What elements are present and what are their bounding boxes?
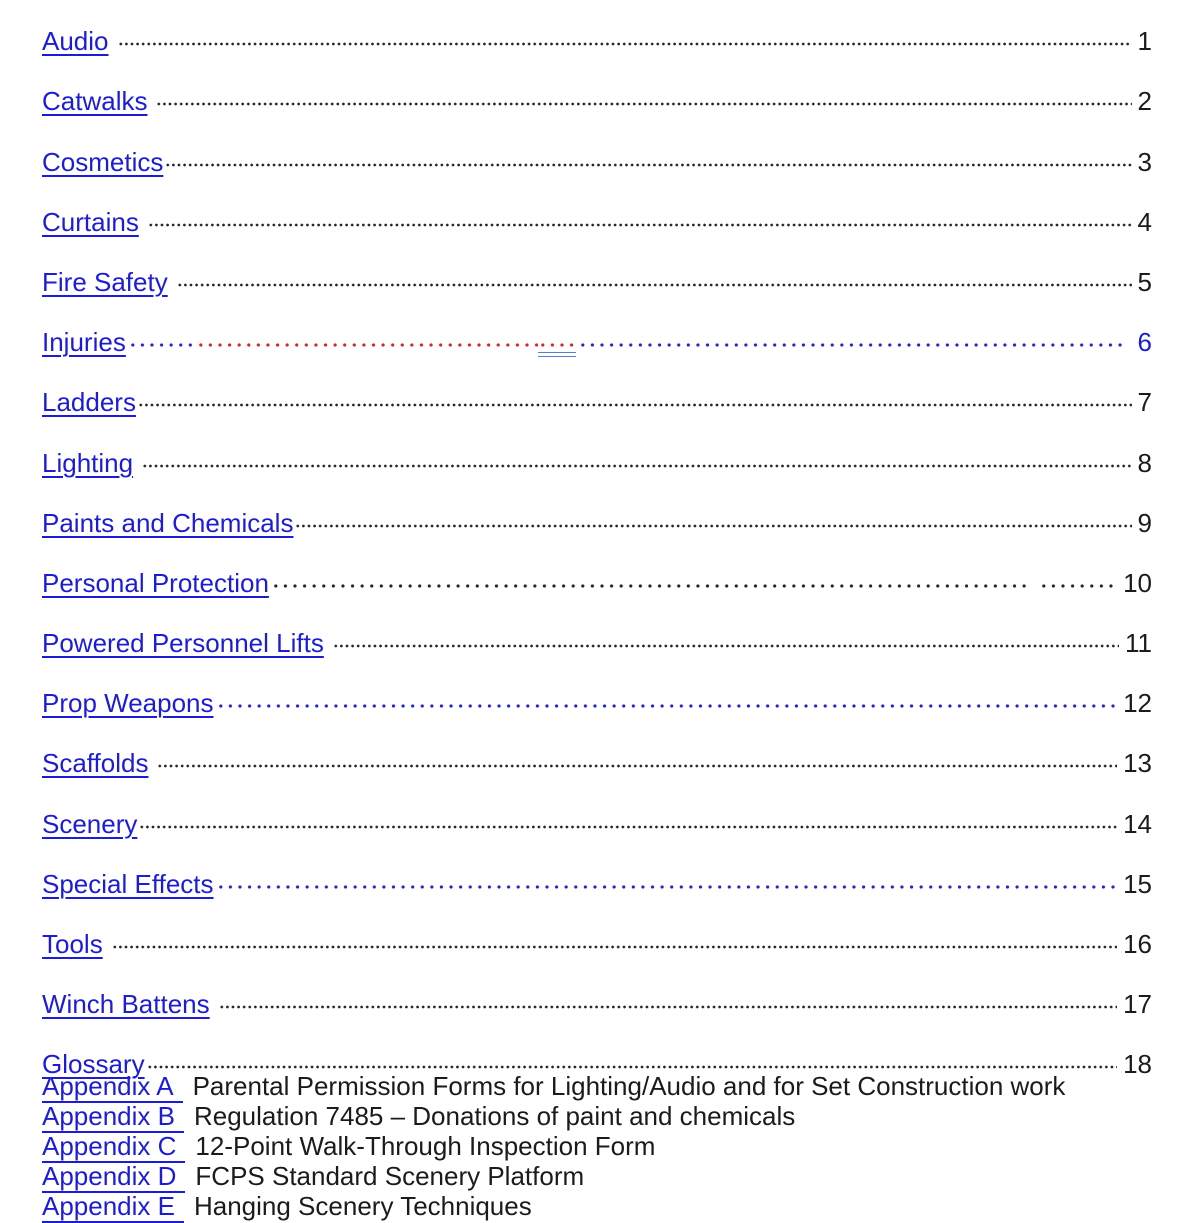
page-number: 14 — [1123, 808, 1152, 839]
page-number: 2 — [1137, 86, 1152, 117]
dot-leader — [148, 222, 1132, 228]
dot-leader — [157, 763, 1117, 769]
appendix-title: Regulation 7485 – Donations of paint and chemicals — [193, 1101, 796, 1132]
dot-leader — [147, 1064, 1118, 1070]
page-number: 4 — [1137, 206, 1152, 237]
dot-leader — [333, 643, 1119, 649]
toc-link-scaffolds[interactable]: Scaffolds — [42, 748, 149, 779]
toc-link-lighting[interactable]: Lighting — [42, 447, 134, 478]
toc-link-winch-battens[interactable]: Winch Battens — [42, 989, 210, 1020]
page-number: 3 — [1137, 146, 1152, 177]
toc-row — [42, 662, 1152, 722]
dot-leader — [1039, 583, 1117, 589]
page-number: 6 — [1137, 327, 1152, 358]
page-number: 10 — [1123, 567, 1152, 598]
dot-leader-multicolor — [128, 342, 1122, 348]
toc-row-injuries — [42, 301, 1152, 361]
toc-row — [42, 782, 1152, 842]
toc-link-prop-weapons[interactable]: Prop Weapons — [42, 688, 214, 719]
page-number: 5 — [1137, 266, 1152, 297]
page-number: 12 — [1123, 688, 1152, 719]
appendix-row — [42, 1101, 1152, 1131]
appendix-a-link[interactable]: Appendix A — [42, 1073, 183, 1103]
toc-link-paints-and-chemicals[interactable]: Paints and Chemicals — [42, 507, 294, 538]
page-number: 18 — [1123, 1049, 1152, 1080]
appendix-b-link[interactable]: Appendix B — [42, 1103, 184, 1133]
toc-link-personal-protection[interactable]: Personal Protection — [42, 567, 269, 598]
toc-row — [42, 722, 1152, 782]
toc-link-tools[interactable]: Tools — [42, 929, 103, 959]
toc-row — [42, 602, 1152, 662]
toc-row — [42, 361, 1152, 421]
toc-row — [42, 120, 1152, 180]
appendix-title: Parental Permission Forms for Lighting/Audio and for Set Construction work — [192, 1071, 1066, 1102]
dot-leader — [295, 523, 1131, 529]
toc-link-audio[interactable]: Audio — [42, 26, 109, 57]
toc-link-scenery[interactable]: Scenery — [42, 808, 138, 839]
page-number: 9 — [1137, 507, 1152, 538]
dot-leader — [177, 282, 1132, 288]
toc-row — [42, 903, 1152, 963]
toc-row — [42, 181, 1152, 241]
appendix-row-clipped — [42, 1191, 1152, 1221]
page-number: 16 — [1123, 929, 1152, 959]
toc-row — [42, 843, 1152, 903]
dot-leader-segment-blue — [578, 342, 1122, 348]
dot-leader — [138, 402, 1132, 408]
page-number: 8 — [1137, 447, 1152, 478]
dot-leader — [219, 1004, 1117, 1010]
toc-row — [42, 421, 1152, 481]
toc-link-catwalks[interactable]: Catwalks — [42, 86, 148, 117]
toc-row — [42, 60, 1152, 120]
toc-link-special-effects[interactable]: Special Effects — [42, 868, 214, 899]
toc-row-personal-protection — [42, 542, 1152, 602]
dot-leader — [216, 703, 1118, 709]
toc-row — [42, 482, 1152, 542]
page-number: 13 — [1123, 748, 1152, 779]
toc-link-ladders[interactable]: Ladders — [42, 387, 136, 418]
appendix-title: FCPS Standard Scenery Platform — [195, 1161, 585, 1192]
dot-leader — [165, 162, 1131, 168]
dot-leader — [156, 101, 1131, 107]
page-number: 1 — [1137, 26, 1152, 57]
dot-leader — [216, 884, 1118, 890]
revision-underline-segment — [538, 342, 578, 348]
toc-link-curtains[interactable]: Curtains — [42, 206, 139, 237]
appendix-row — [42, 1071, 1152, 1101]
appendix-row — [42, 1161, 1152, 1191]
dot-leader — [142, 463, 1131, 469]
toc-link-glossary[interactable]: Glossary — [42, 1049, 145, 1080]
dot-leader — [139, 824, 1117, 830]
dot-leader — [271, 583, 1027, 589]
dot-leader-segment-red — [196, 342, 538, 348]
appendix-d-link[interactable]: Appendix D — [42, 1163, 185, 1193]
appendix-title: 12-Point Walk-Through Inspection Form — [195, 1131, 656, 1162]
toc-row — [42, 963, 1152, 1023]
dot-leader — [118, 41, 1132, 47]
appendix-c-link[interactable]: Appendix C — [42, 1133, 185, 1163]
toc-row — [42, 241, 1152, 301]
page-number: 7 — [1137, 387, 1152, 418]
dot-leader — [112, 944, 1117, 950]
toc-link-fire-safety[interactable]: Fire Safety — [42, 266, 168, 297]
appendix-row — [42, 1131, 1152, 1161]
toc-link-injuries[interactable]: Injuries — [42, 327, 126, 358]
page-number: 15 — [1123, 868, 1152, 899]
toc-link-cosmetics[interactable]: Cosmetics — [42, 146, 164, 177]
appendix-title: Hanging Scenery Techniques — [193, 1191, 532, 1222]
page-number: 11 — [1125, 628, 1152, 659]
toc-link-powered-personnel-lifts[interactable]: Powered Personnel Lifts — [42, 628, 324, 659]
appendix-list — [42, 1071, 1152, 1221]
page-number: 17 — [1123, 989, 1152, 1020]
dot-leader-segment-blue — [128, 342, 196, 348]
appendix-e-link[interactable]: Appendix E — [42, 1193, 184, 1223]
toc-row — [42, 0, 1152, 60]
